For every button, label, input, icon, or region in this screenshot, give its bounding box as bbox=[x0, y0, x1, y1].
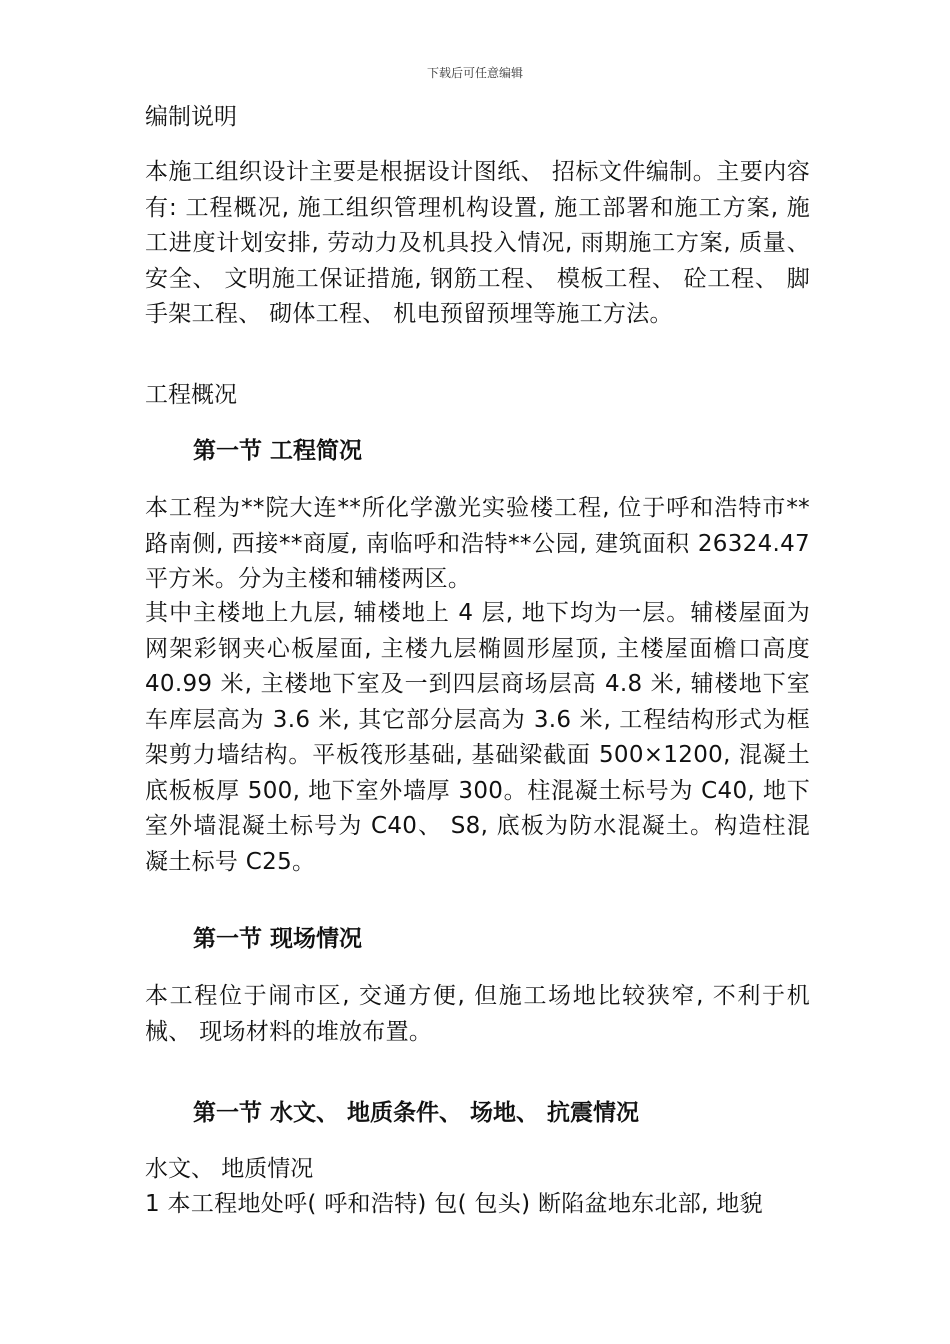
hydrology-subtitle: 水文、 地质情况 bbox=[145, 1156, 314, 1182]
section-project-summary-p1: 本工程为**院大连**所化学激光实验楼工程, 位于呼和浩特市**路南侧, 西接**商厦, 南临呼和浩特**公园, 建筑面积 26324.47 平方米。分为主楼和辅楼两区。 bbox=[145, 495, 810, 592]
compile-body: 本施工组织设计主要是根据设计图纸、 招标文件编制。主要内容有: 工程概况, 施工组织管理机构设置, 施工部署和施工方案, 施工进度计划安排, 劳动力及机具投入情况, 雨期施工方案, 质量、 安全、 文明施工保证措施, 钢筋工程、 模板工程、 砼工程、 脚手架工程、 砌体工程、 机电预留预埋等施工方法。 bbox=[145, 159, 810, 327]
overview-title: 工程概况 bbox=[145, 382, 237, 408]
section-project-summary-p2: 其中主楼地上九层, 辅楼地上 4 层, 地下均为一层。辅楼屋面为网架彩钢夹心板屋面, 主楼九层椭圆形屋顶, 主楼屋面檐口高度 40.99 米, 主楼地下室及一到四层商场层高 4.8 米, 辅楼地下室车库层高为 3.6 米, 其它部分层高为 3.6 米, 工程结构形式为框架剪力墙结构。平板筏形基础, 基础梁截面 500×1200, 混凝土底板板厚 500, 地下室外墙厚 300。柱混凝土标号为 C40, 地下室外墙混凝土标号为 C40、 S8, 底板为防水混凝土。构造柱混凝土标号 C25。 bbox=[145, 600, 810, 875]
compile-title: 编制说明 bbox=[145, 104, 237, 130]
header-note: 下载后可任意编辑 bbox=[426, 66, 523, 80]
section-site-p1: 本工程位于闹市区, 交通方便, 但施工场地比较狭窄, 不利于机械、 现场材料的堆放布置。 bbox=[145, 983, 810, 1045]
section-hydrology-title: 第一节 水文、 地质条件、 场地、 抗震情况 bbox=[193, 1100, 640, 1126]
hydrology-p1: 1 本工程地处呼( 呼和浩特) 包( 包头) 断陷盆地东北部, 地貌 bbox=[145, 1191, 763, 1217]
section-project-summary-title: 第一节 工程简况 bbox=[193, 438, 363, 464]
section-site-title: 第一节 现场情况 bbox=[193, 926, 363, 952]
